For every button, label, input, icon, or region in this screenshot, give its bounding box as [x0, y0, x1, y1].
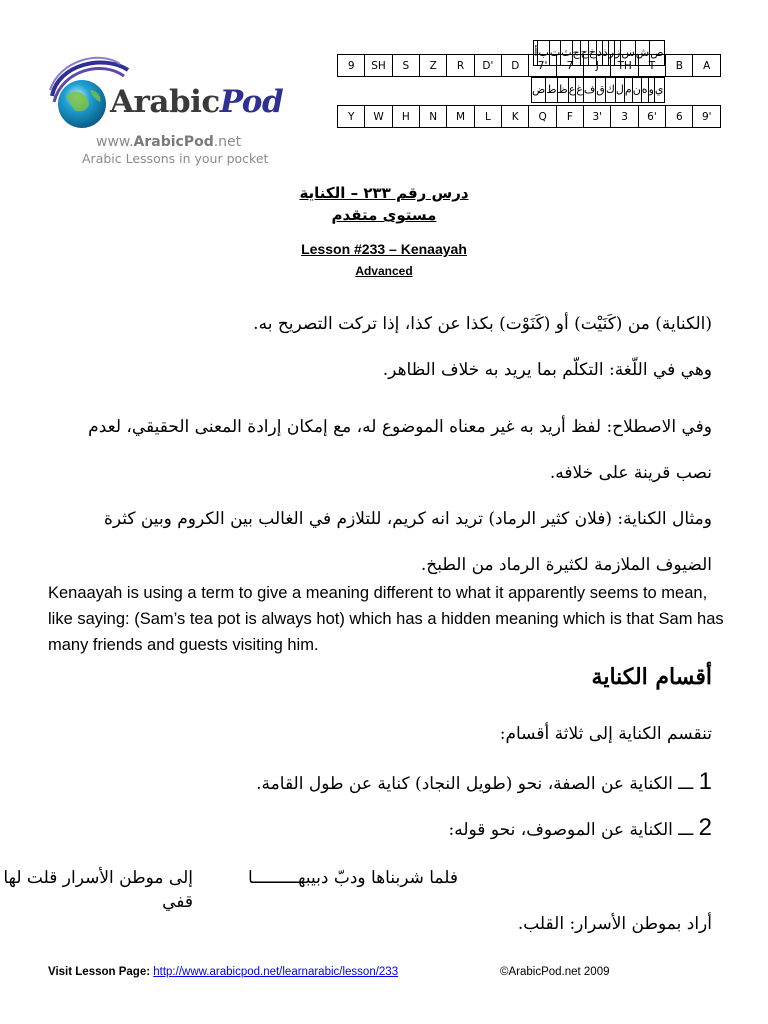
- letter-cell-latin: 6: [666, 106, 693, 128]
- letter-cell-arabic: ح: [580, 41, 588, 66]
- letter-cell-arabic: ل: [615, 78, 624, 103]
- verse-second-half: إلى موطن الأسرار قلت لها قفي: [3, 868, 193, 912]
- letter-cell-latin: J: [584, 55, 611, 77]
- letters-row-arabic-1: [533, 40, 664, 66]
- letter-cell-arabic: س: [621, 41, 635, 66]
- letter-cell-arabic: ش: [635, 41, 649, 66]
- letter-cell-arabic: و: [648, 78, 654, 103]
- letter-cell-latin: Q: [529, 106, 556, 128]
- letter-cell-latin: 7: [556, 55, 583, 77]
- letter-cell-arabic: د: [596, 41, 602, 66]
- letter-cell-latin: 9: [338, 55, 365, 77]
- lesson-level-arabic: مستوى متقدم: [331, 206, 437, 224]
- letter-cell-latin: K: [502, 106, 529, 128]
- paragraph-definition-language: وهي في اللّغة: التكلّم بما يريد به خلاف الظاهر.: [382, 360, 712, 380]
- letter-cell-arabic: ص: [650, 41, 664, 66]
- letter-cell-arabic: ط: [546, 78, 557, 103]
- letter-cell-arabic: ذ: [602, 41, 608, 66]
- letter-cell-arabic: م: [624, 78, 632, 103]
- logo-wordmark: ArabicPod: [110, 84, 284, 120]
- section-explanation: أراد بموطن الأسرار: القلب.: [517, 914, 712, 934]
- letter-cell-latin: T: [638, 55, 665, 77]
- letter-cell-latin: L: [474, 106, 501, 128]
- letter-cell-latin: 9': [693, 106, 721, 128]
- letter-cell-arabic: غ: [576, 78, 584, 103]
- item-text: ـــ الكناية عن الصفة، نحو (طويل النجاد) كناية عن طول القامة.: [256, 774, 694, 794]
- footer-visit: [48, 966, 398, 978]
- letter-cell-latin: A: [693, 55, 721, 77]
- item-number: 1: [698, 768, 712, 795]
- letter-cell-arabic: ر: [608, 41, 614, 66]
- letter-cell-arabic: ث: [561, 41, 572, 66]
- section-item-2: [448, 816, 712, 842]
- paragraph-english-explanation: Kenaayah is using a term to give a meaning different to what it apparently seems to mean, like saying: (Sam’s tea pot is always hot) which has a hidden meaning which is that Sam has many friends and guests visiting him.: [48, 584, 724, 654]
- letter-cell-latin: Z: [420, 55, 447, 77]
- letter-cell-latin: S: [392, 55, 419, 77]
- letter-cell-latin: 3': [584, 106, 611, 128]
- letter-cell-arabic: خ: [588, 41, 596, 66]
- item-number: 2: [698, 814, 712, 841]
- letter-cell-latin: 6': [638, 106, 665, 128]
- lesson-title-arabic: درس رقم ٢٣٣ – الكناية: [299, 184, 469, 202]
- letter-cell-latin: SH: [365, 55, 392, 77]
- letter-cell-latin: Y: [338, 106, 365, 128]
- paragraph-definition-term: وفي الاصطلاح: لفظ أريد به غير معناه الموضوع له، مع إمكان إرادة المعنى الحقيقي، لعدم نصب قرينة على خلافه.: [88, 417, 712, 483]
- item-text: ـــ الكناية عن الموصوف، نحو قوله:: [448, 820, 694, 840]
- letter-cell-arabic: ض: [532, 78, 546, 103]
- section-intro: تنقسم الكناية إلى ثلاثة أقسام:: [499, 724, 712, 744]
- verse-first-half: فلما شربناها ودبّ دبيبهـــــــــا: [248, 868, 458, 888]
- letter-cell-arabic: ف: [583, 78, 595, 103]
- letter-cell-latin: 7': [529, 55, 556, 77]
- letter-cell-arabic: ن: [632, 78, 641, 103]
- letter-cell-arabic: ب: [538, 41, 549, 66]
- letter-cell-arabic: ز: [615, 41, 621, 66]
- letter-cell-latin: R: [447, 55, 474, 77]
- letter-cell-latin: N: [420, 106, 447, 128]
- letter-cell-latin: D: [502, 55, 529, 77]
- transliteration-table: [337, 40, 721, 128]
- footer-copyright: ©ArabicPod.net 2009: [500, 966, 610, 978]
- letter-cell-latin: TH: [611, 55, 638, 77]
- visit-label: Visit Lesson Page:: [48, 966, 151, 978]
- section-item-1: [256, 770, 712, 796]
- logo-tagline: Arabic Lessons in your pocket: [82, 151, 269, 166]
- lesson-title-english: Lesson #233 – Kenaayah: [301, 241, 467, 257]
- letter-cell-arabic: ك: [605, 78, 615, 103]
- letter-cell-arabic: ي: [654, 78, 664, 103]
- letter-cell-arabic: ق: [596, 78, 606, 103]
- letter-cell-latin: 3: [611, 106, 638, 128]
- letters-row-latin-2: [338, 106, 721, 128]
- letter-cell-arabic: ع: [568, 78, 576, 103]
- letter-cell-arabic: ت: [549, 41, 560, 66]
- letter-cell-latin: F: [556, 106, 583, 128]
- lesson-link[interactable]: http://www.arabicpod.net/learnarabic/lesson/233: [153, 966, 399, 978]
- paragraph-definition-origin: (الكناية) من (كَنَيْت) أو (كَنَوْت) بكذا عن كذا، إذا تركت التصريح به.: [253, 314, 712, 334]
- paragraph-example: ومثال الكناية: (فلان كثير الرماد) تريد انه كريم، للتلازم في الغالب بين الكروم وبين كثرة الضيوف الملازمة لكثيرة الرماد من الطبخ.: [103, 509, 712, 575]
- letter-cell-latin: M: [447, 106, 474, 128]
- letter-cell-arabic: ه: [641, 78, 648, 103]
- letter-cell-latin: W: [365, 106, 392, 128]
- letter-cell-arabic: أ: [534, 41, 538, 66]
- section-title: أقسام الكناية: [591, 664, 712, 690]
- letter-cell-arabic: ج: [572, 41, 580, 66]
- letter-cell-latin: H: [392, 106, 419, 128]
- letter-cell-arabic: ظ: [557, 78, 568, 103]
- arabicpod-logo: [44, 56, 294, 166]
- letter-cell-latin: B: [666, 55, 693, 77]
- letter-cell-latin: D': [474, 55, 501, 77]
- lesson-level-english: Advanced: [355, 264, 413, 278]
- letters-row-arabic-2: [531, 77, 664, 103]
- logo-url: www.ArabicPod.net: [96, 134, 242, 150]
